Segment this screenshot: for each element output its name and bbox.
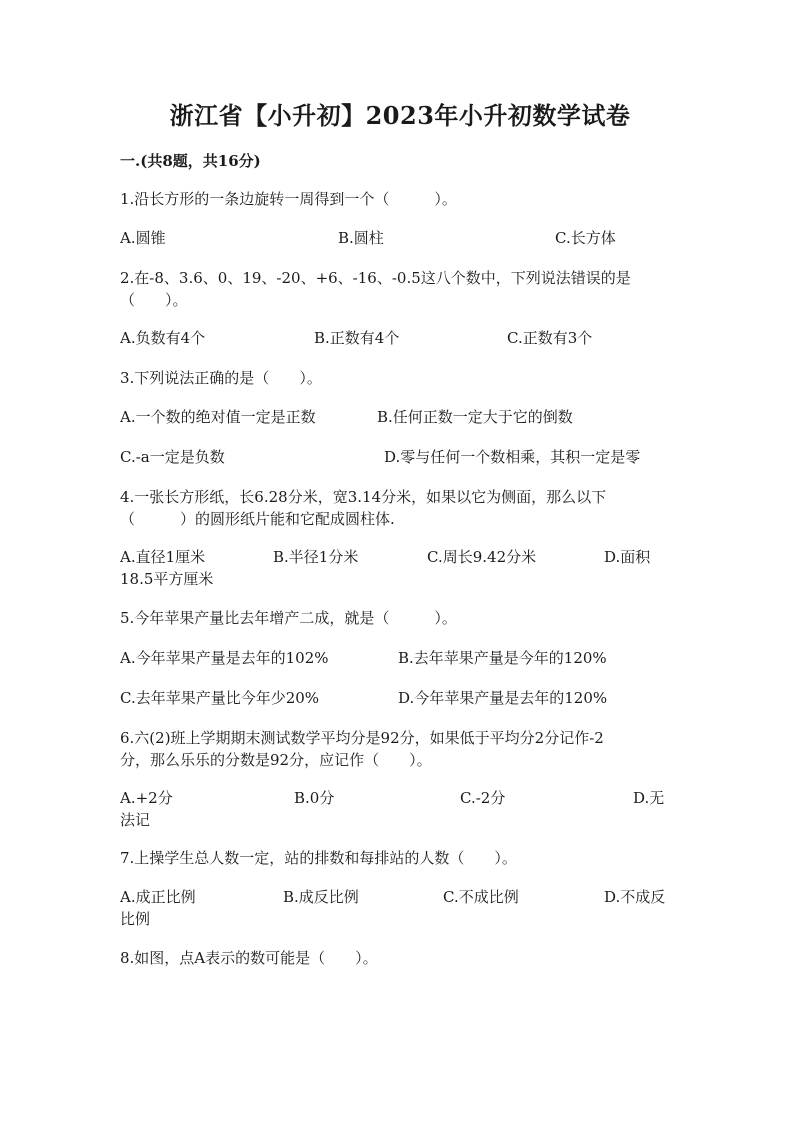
question-6-option-d: D.无 xyxy=(633,789,665,807)
question-4-option-a: A.直径1厘米 xyxy=(120,548,206,566)
question-8-stem: 8.如图，点A表示的数可能是（ ）。 xyxy=(120,949,378,967)
question-3-stem: 3.下列说法正确的是（ ）。 xyxy=(120,369,322,387)
question-5-stem: 5.今年苹果产量比去年增产二成，就是（ ）。 xyxy=(120,609,457,627)
question-4-stem-line2: （ ）的圆形纸片能和它配成圆柱体. xyxy=(120,510,395,528)
question-6-stem-line1: 6.六(2)班上学期期末测试数学平均分是92分，如果低于平均分2分记作-2 xyxy=(120,729,604,747)
question-4-stem-line1: 4.一张长方形纸，长6.28分米，宽3.14分米，如果以它为侧面，那么以下 xyxy=(120,488,607,506)
question-4-option-d-continued: 18.5平方厘米 xyxy=(120,570,214,588)
question-5-option-d: D.今年苹果产量是去年的120% xyxy=(398,689,608,707)
question-7-option-c: C.不成比例 xyxy=(443,888,519,906)
question-2-stem-line1: 2.在-8、3.6、0、19、-20、+6、-16、-0.5这八个数中，下列说法错误的是 xyxy=(120,269,631,287)
section-heading: 一.(共8题，共16分) xyxy=(120,152,261,170)
question-2-option-c: C.正数有3个 xyxy=(507,329,593,347)
question-3-option-b: B.任何正数一定大于它的倒数 xyxy=(377,408,573,426)
question-7-option-a: A.成正比例 xyxy=(120,888,196,906)
question-7-stem: 7.上操学生总人数一定，站的排数和每排站的人数（ ）。 xyxy=(120,849,517,867)
question-5-option-c: C.去年苹果产量比今年少20% xyxy=(120,689,320,707)
question-4-option-c: C.周长9.42分米 xyxy=(427,548,537,566)
question-3-option-c: C.-a一定是负数 xyxy=(120,448,225,466)
question-2-option-b: B.正数有4个 xyxy=(314,329,400,347)
question-7-option-d: D.不成反 xyxy=(604,888,666,906)
question-4-option-d: D.面积 xyxy=(604,548,651,566)
question-1-option-b: B.圆柱 xyxy=(338,229,384,247)
page-title: 浙江省【小升初】2023年小升初数学试卷 xyxy=(169,101,631,130)
question-6-stem-line2: 分，那么乐乐的分数是92分，应记作（ ）。 xyxy=(120,751,432,769)
question-2-option-a: A.负数有4个 xyxy=(120,329,206,347)
question-3-option-a: A.一个数的绝对值一定是正数 xyxy=(120,408,316,426)
question-1-option-a: A.圆锥 xyxy=(120,229,166,247)
question-7-option-b: B.成反比例 xyxy=(283,888,359,906)
question-7-option-d-continued: 比例 xyxy=(120,910,151,928)
question-1-option-c: C.长方体 xyxy=(555,229,616,247)
question-6-option-a: A.+2分 xyxy=(120,789,173,807)
question-6-option-c: C.-2分 xyxy=(460,789,506,807)
question-6-option-b: B.0分 xyxy=(294,789,335,807)
question-5-option-a: A.今年苹果产量是去年的102% xyxy=(120,649,329,667)
question-6-option-d-continued: 法记 xyxy=(120,811,151,829)
question-4-option-b: B.半径1分米 xyxy=(273,548,359,566)
question-5-option-b: B.去年苹果产量是今年的120% xyxy=(398,649,607,667)
question-3-option-d: D.零与任何一个数相乘，其积一定是零 xyxy=(384,448,641,466)
question-2-stem-line2: （ ）。 xyxy=(120,291,188,309)
question-1-stem: 1.沿长方形的一条边旋转一周得到一个（ ）。 xyxy=(120,190,457,208)
